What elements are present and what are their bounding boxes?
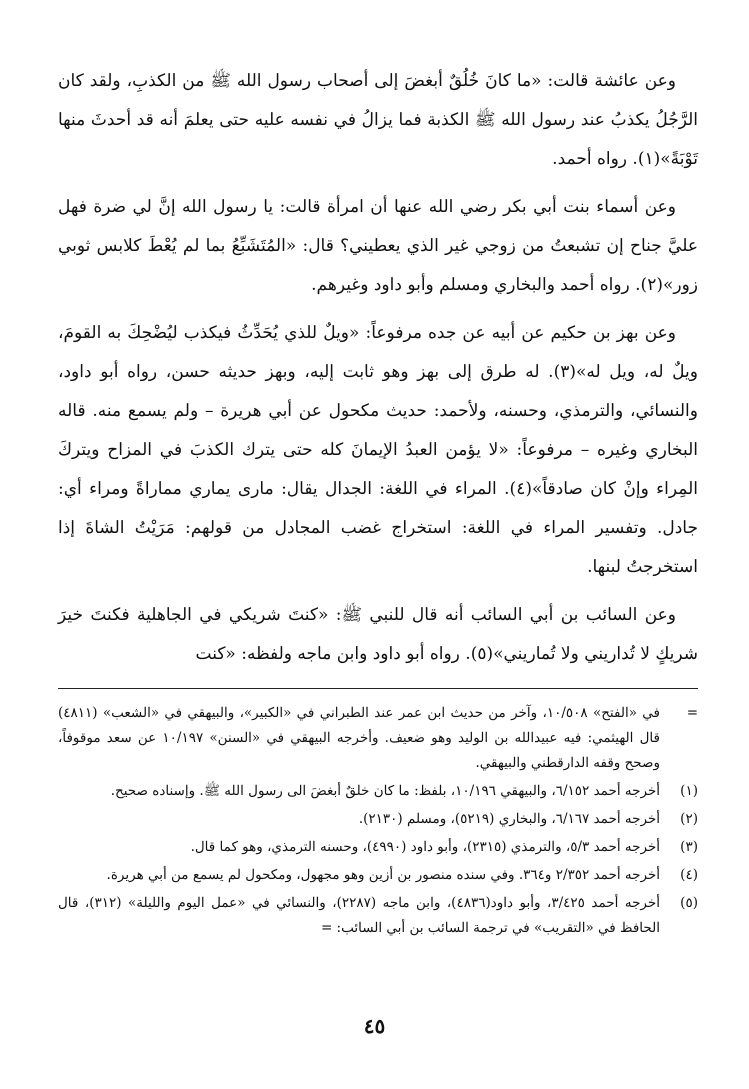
footnote-text: في «الفتح» ١٠/٥٠٨، وآخر من حديث ابن عمر عند الطبراني في «الكبير»، والبيهقي في «الشعب» (٤٨١١) قال الهيثمي: فيه عبيدالله بن الوليد وهو ضعيف. وأخرجه البيهقي في «السنن» ١٠/١٩٧ عن سعد موقوفاً، وصحح وقفه الدارقطني والبيهقي. bbox=[58, 705, 660, 771]
footnote-continued bbox=[58, 701, 698, 776]
page bbox=[58, 62, 698, 944]
footnote-text: أخرجه أحمد ٦/١٥٢، والبيهقي ١٠/١٩٦، بلفظ: ما كان خلقٌ أبغضَ الى رسول الله ﷺ. وإسناده صحيح. bbox=[110, 783, 660, 799]
paragraph-asma: وعن أسماء بنت أبي بكر رضي الله عنها أن امرأة قالت: يا رسول الله إنَّ لي ضرة فهل عليَّ جناح إن تشبعتُ من زوجي غير الذي يعطيني؟ قال: «المُتَشَبِّعُ بما لم يُعْطَ كلابس ثوبي زور»(٢). رواه أحمد والبخاري ومسلم وأبو داود وغيرهم. bbox=[58, 197, 698, 295]
footnote-separator bbox=[58, 688, 698, 689]
footnote-marker: (٢) bbox=[680, 811, 698, 827]
footnote-5 bbox=[58, 891, 698, 941]
page-number: ٤٥ bbox=[363, 1014, 386, 1038]
footnote-1 bbox=[58, 779, 698, 804]
footnote-4 bbox=[58, 863, 698, 888]
footnote-marker: (٣) bbox=[680, 839, 698, 855]
footnote-marker: (٥) bbox=[680, 895, 698, 911]
footnote-text: أخرجه أحمد ٢/٣٥٢ و٣٦٤. وفي سنده منصور بن أزين وهو مجهول، ومكحول لم يسمع من أبي هريرة. bbox=[106, 867, 660, 883]
footnote-text: أخرجه أحمد ٣/٤٢٥، وأبو داود(٤٨٣٦)، وابن ماجه (٢٢٨٧)، والنسائي في «عمل اليوم والليلة» (٣١٢)، قال الحافظ في «التقريب» في ترجمة السائب بن أبي السائب: = bbox=[58, 895, 660, 936]
footnote-marker: (١) bbox=[680, 783, 698, 799]
main-text bbox=[58, 62, 698, 674]
paragraph-aisha: وعن عائشة قالت: «ما كانَ خُلُقٌ أبغضَ إلى أصحاب رسول الله ﷺ من الكذبِ، ولقد كان الرَّجُلُ يكذبُ عند رسول الله ﷺ الكذبة فما يزالُ في نفسه عليه حتى يعلمَ أنه قد أحدثَ منها تَوْبَةً»(١). رواه أحمد. bbox=[58, 71, 698, 169]
paragraph-saib: وعن السائب بن أبي السائب أنه قال للنبي ﷺ: «كنتَ شريكي في الجاهلية فكنتَ خيرَ شريكٍ لا تُداريني ولا تُماريني»(٥). رواه أبو داود وابن ماجه ولفظه: «كنت bbox=[58, 605, 698, 664]
footnote-marker: = bbox=[686, 705, 698, 721]
footnote-3 bbox=[58, 835, 698, 860]
footnotes bbox=[58, 701, 698, 941]
footnote-text: أخرجه أحمد ٦/١٦٧، والبخاري (٥٢١٩)، ومسلم (٢١٣٠). bbox=[358, 811, 660, 827]
footnote-text: أخرجه أحمد ٥/٣، والترمذي (٢٣١٥)، وأبو داود (٤٩٩٠)، وحسنه الترمذي، وهو كما قال. bbox=[190, 839, 660, 855]
paragraph-bahz: وعن بهز بن حكيم عن أبيه عن جده مرفوعاً: «ويلٌ للذي يُحَدِّثُ فيكذب ليُضْحِكَ به القومَ، ويلٌ له، ويل له»(٣). له طرق إلى بهز وهو ثابت إليه، وبهز حديثه حسن، رواه أبو داود، والنسائي، والترمذي، وحسنه، ولأحمد: حديث مكحول عن أبي هريرة – ولم يسمع منه. قاله البخاري وغيره – مرفوعاً: «لا يؤمن العبدُ الإيمانَ كله حتى يترك الكذبَ في المزاح ويتركَ المِراء وإنْ كان صادقاً»(٤). المراء في اللغة: الجدال يقال: مارى يماري مماراةً ومراء أي: جادل. وتفسير المراء في اللغة: استخراج غضب المجادل من قولهم: مَرَيْتُ الشاةَ إذا استخرجتُ لبنها. bbox=[58, 323, 698, 577]
footnote-marker: (٤) bbox=[680, 867, 698, 883]
footnote-2 bbox=[58, 807, 698, 832]
